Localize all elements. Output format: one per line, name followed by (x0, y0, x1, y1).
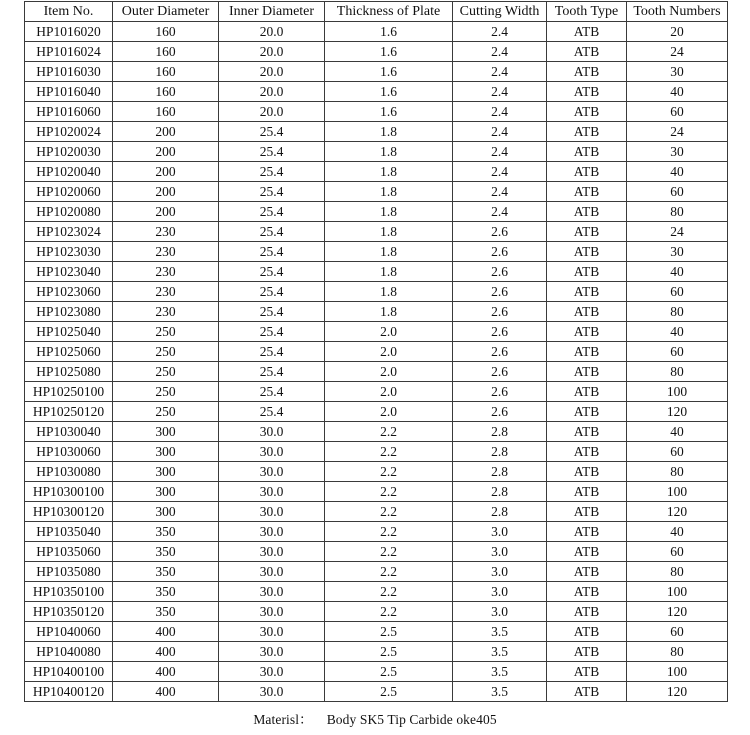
cell-thickness-of-plate: 2.2 (325, 482, 453, 502)
cell-cutting-width: 3.5 (453, 622, 547, 642)
cell-item-no: HP1023024 (25, 222, 113, 242)
cell-tooth-numbers: 100 (627, 482, 728, 502)
table-row (25, 182, 728, 202)
cell-outer-diameter: 200 (113, 162, 219, 182)
cell-thickness-of-plate: 2.0 (325, 342, 453, 362)
cell-cutting-width: 2.8 (453, 442, 547, 462)
cell-item-no: HP1016030 (25, 62, 113, 82)
cell-outer-diameter: 300 (113, 422, 219, 442)
cell-tooth-type: ATB (547, 282, 627, 302)
spec-table-container (24, 1, 727, 702)
cell-inner-diameter: 20.0 (219, 22, 325, 42)
cell-tooth-numbers: 40 (627, 422, 728, 442)
table-row (25, 682, 728, 702)
cell-outer-diameter: 400 (113, 622, 219, 642)
cell-tooth-numbers: 20 (627, 22, 728, 42)
table-row (25, 442, 728, 462)
cell-outer-diameter: 160 (113, 82, 219, 102)
cell-inner-diameter: 30.0 (219, 562, 325, 582)
cell-thickness-of-plate: 1.8 (325, 302, 453, 322)
cell-tooth-type: ATB (547, 62, 627, 82)
table-row (25, 322, 728, 342)
cell-cutting-width: 2.6 (453, 382, 547, 402)
cell-tooth-numbers: 60 (627, 182, 728, 202)
table-row (25, 522, 728, 542)
cell-inner-diameter: 20.0 (219, 102, 325, 122)
cell-tooth-numbers: 80 (627, 562, 728, 582)
cell-outer-diameter: 250 (113, 322, 219, 342)
cell-inner-diameter: 25.4 (219, 362, 325, 382)
cell-cutting-width: 3.0 (453, 542, 547, 562)
cell-cutting-width: 2.8 (453, 462, 547, 482)
cell-item-no: HP10400120 (25, 682, 113, 702)
table-row (25, 542, 728, 562)
cell-outer-diameter: 300 (113, 442, 219, 462)
cell-inner-diameter: 25.4 (219, 282, 325, 302)
cell-inner-diameter: 30.0 (219, 462, 325, 482)
cell-inner-diameter: 25.4 (219, 402, 325, 422)
cell-outer-diameter: 300 (113, 482, 219, 502)
cell-tooth-numbers: 60 (627, 282, 728, 302)
cell-tooth-type: ATB (547, 662, 627, 682)
cell-cutting-width: 2.4 (453, 22, 547, 42)
cell-outer-diameter: 400 (113, 662, 219, 682)
cell-outer-diameter: 160 (113, 62, 219, 82)
cell-inner-diameter: 25.4 (219, 142, 325, 162)
cell-tooth-type: ATB (547, 322, 627, 342)
cell-cutting-width: 2.6 (453, 302, 547, 322)
cell-cutting-width: 2.4 (453, 122, 547, 142)
cell-item-no: HP1025080 (25, 362, 113, 382)
cell-outer-diameter: 230 (113, 282, 219, 302)
cell-tooth-type: ATB (547, 622, 627, 642)
cell-tooth-numbers: 40 (627, 82, 728, 102)
cell-item-no: HP1040080 (25, 642, 113, 662)
cell-cutting-width: 2.8 (453, 482, 547, 502)
cell-tooth-numbers: 30 (627, 242, 728, 262)
cell-item-no: HP1016060 (25, 102, 113, 122)
cell-tooth-numbers: 30 (627, 142, 728, 162)
cell-tooth-numbers: 100 (627, 662, 728, 682)
cell-outer-diameter: 230 (113, 302, 219, 322)
cell-cutting-width: 2.8 (453, 422, 547, 442)
table-body (25, 22, 728, 702)
cell-cutting-width: 2.4 (453, 82, 547, 102)
cell-tooth-type: ATB (547, 442, 627, 462)
table-row (25, 502, 728, 522)
cell-tooth-numbers: 120 (627, 402, 728, 422)
cell-cutting-width: 2.4 (453, 202, 547, 222)
cell-cutting-width: 2.6 (453, 402, 547, 422)
cell-inner-diameter: 25.4 (219, 162, 325, 182)
cell-thickness-of-plate: 2.2 (325, 522, 453, 542)
cell-tooth-type: ATB (547, 542, 627, 562)
cell-tooth-type: ATB (547, 362, 627, 382)
cell-cutting-width: 3.0 (453, 562, 547, 582)
cell-thickness-of-plate: 1.6 (325, 82, 453, 102)
header-inner-diameter: Inner Diameter (219, 2, 325, 22)
cell-outer-diameter: 200 (113, 182, 219, 202)
table-row (25, 222, 728, 242)
table-row (25, 262, 728, 282)
header-item-no: Item No. (25, 2, 113, 22)
table-row (25, 242, 728, 262)
cell-item-no: HP1030080 (25, 462, 113, 482)
material-label: Materisl： (253, 712, 313, 727)
cell-cutting-width: 3.0 (453, 522, 547, 542)
cell-tooth-numbers: 60 (627, 442, 728, 462)
cell-inner-diameter: 30.0 (219, 482, 325, 502)
cell-item-no: HP1025060 (25, 342, 113, 362)
cell-tooth-numbers: 60 (627, 542, 728, 562)
cell-tooth-numbers: 80 (627, 462, 728, 482)
table-row (25, 382, 728, 402)
cell-thickness-of-plate: 2.5 (325, 662, 453, 682)
cell-tooth-type: ATB (547, 162, 627, 182)
cell-item-no: HP1035040 (25, 522, 113, 542)
cell-item-no: HP10300100 (25, 482, 113, 502)
table-row (25, 162, 728, 182)
cell-thickness-of-plate: 2.0 (325, 382, 453, 402)
cell-thickness-of-plate: 1.6 (325, 42, 453, 62)
cell-outer-diameter: 300 (113, 462, 219, 482)
cell-tooth-numbers: 60 (627, 342, 728, 362)
cell-thickness-of-plate: 2.2 (325, 542, 453, 562)
cell-tooth-numbers: 40 (627, 162, 728, 182)
cell-cutting-width: 3.0 (453, 582, 547, 602)
cell-tooth-type: ATB (547, 202, 627, 222)
table-row (25, 302, 728, 322)
cell-inner-diameter: 20.0 (219, 42, 325, 62)
cell-thickness-of-plate: 2.2 (325, 582, 453, 602)
cell-outer-diameter: 400 (113, 642, 219, 662)
cell-outer-diameter: 250 (113, 382, 219, 402)
table-row (25, 62, 728, 82)
table-row (25, 482, 728, 502)
cell-tooth-numbers: 100 (627, 582, 728, 602)
cell-cutting-width: 3.0 (453, 602, 547, 622)
cell-thickness-of-plate: 2.2 (325, 562, 453, 582)
cell-cutting-width: 2.4 (453, 142, 547, 162)
cell-tooth-type: ATB (547, 342, 627, 362)
cell-outer-diameter: 350 (113, 602, 219, 622)
cell-thickness-of-plate: 1.6 (325, 102, 453, 122)
cell-outer-diameter: 350 (113, 522, 219, 542)
cell-cutting-width: 2.4 (453, 102, 547, 122)
cell-tooth-type: ATB (547, 502, 627, 522)
cell-item-no: HP1020060 (25, 182, 113, 202)
cell-cutting-width: 2.6 (453, 342, 547, 362)
table-row (25, 462, 728, 482)
cell-tooth-numbers: 120 (627, 682, 728, 702)
table-row (25, 662, 728, 682)
cell-inner-diameter: 25.4 (219, 382, 325, 402)
cell-inner-diameter: 25.4 (219, 202, 325, 222)
cell-item-no: HP10350100 (25, 582, 113, 602)
cell-thickness-of-plate: 2.5 (325, 622, 453, 642)
table-row (25, 602, 728, 622)
cell-thickness-of-plate: 1.8 (325, 182, 453, 202)
table-row (25, 142, 728, 162)
cell-thickness-of-plate: 2.0 (325, 402, 453, 422)
table-row (25, 402, 728, 422)
cell-inner-diameter: 30.0 (219, 582, 325, 602)
cell-outer-diameter: 400 (113, 682, 219, 702)
cell-item-no: HP1020040 (25, 162, 113, 182)
table-row (25, 422, 728, 442)
cell-thickness-of-plate: 1.8 (325, 262, 453, 282)
cell-tooth-type: ATB (547, 122, 627, 142)
cell-item-no: HP1030040 (25, 422, 113, 442)
cell-item-no: HP1020030 (25, 142, 113, 162)
cell-tooth-numbers: 24 (627, 42, 728, 62)
cell-outer-diameter: 350 (113, 542, 219, 562)
cell-tooth-type: ATB (547, 682, 627, 702)
table-row (25, 582, 728, 602)
cell-item-no: HP1035060 (25, 542, 113, 562)
cell-item-no: HP1023060 (25, 282, 113, 302)
cell-tooth-numbers: 80 (627, 642, 728, 662)
table-row (25, 562, 728, 582)
cell-tooth-numbers: 40 (627, 322, 728, 342)
cell-thickness-of-plate: 1.6 (325, 22, 453, 42)
cell-outer-diameter: 230 (113, 222, 219, 242)
cell-outer-diameter: 160 (113, 42, 219, 62)
cell-cutting-width: 2.6 (453, 242, 547, 262)
cell-item-no: HP1023030 (25, 242, 113, 262)
cell-tooth-type: ATB (547, 422, 627, 442)
cell-cutting-width: 3.5 (453, 682, 547, 702)
cell-tooth-type: ATB (547, 642, 627, 662)
cell-inner-diameter: 25.4 (219, 342, 325, 362)
cell-cutting-width: 2.6 (453, 322, 547, 342)
table-row (25, 622, 728, 642)
cell-inner-diameter: 30.0 (219, 442, 325, 462)
header-outer-diameter: Outer Diameter (113, 2, 219, 22)
cell-item-no: HP1023080 (25, 302, 113, 322)
cell-outer-diameter: 160 (113, 102, 219, 122)
cell-tooth-numbers: 24 (627, 122, 728, 142)
cell-inner-diameter: 20.0 (219, 82, 325, 102)
cell-inner-diameter: 25.4 (219, 222, 325, 242)
cell-inner-diameter: 25.4 (219, 302, 325, 322)
material-note (0, 708, 750, 728)
cell-outer-diameter: 200 (113, 202, 219, 222)
cell-item-no: HP1023040 (25, 262, 113, 282)
cell-outer-diameter: 200 (113, 142, 219, 162)
cell-tooth-type: ATB (547, 22, 627, 42)
cell-cutting-width: 2.4 (453, 162, 547, 182)
cell-tooth-numbers: 40 (627, 262, 728, 282)
cell-thickness-of-plate: 2.2 (325, 602, 453, 622)
cell-outer-diameter: 350 (113, 562, 219, 582)
cell-tooth-numbers: 60 (627, 102, 728, 122)
cell-tooth-type: ATB (547, 462, 627, 482)
cell-thickness-of-plate: 1.8 (325, 122, 453, 142)
cell-tooth-type: ATB (547, 222, 627, 242)
cell-tooth-type: ATB (547, 582, 627, 602)
cell-tooth-numbers: 60 (627, 622, 728, 642)
cell-inner-diameter: 25.4 (219, 242, 325, 262)
cell-inner-diameter: 30.0 (219, 642, 325, 662)
cell-cutting-width: 2.4 (453, 182, 547, 202)
cell-tooth-numbers: 30 (627, 62, 728, 82)
cell-tooth-type: ATB (547, 302, 627, 322)
cell-outer-diameter: 350 (113, 582, 219, 602)
cell-tooth-type: ATB (547, 602, 627, 622)
cell-thickness-of-plate: 1.8 (325, 282, 453, 302)
cell-tooth-numbers: 24 (627, 222, 728, 242)
cell-inner-diameter: 20.0 (219, 62, 325, 82)
cell-item-no: HP1016024 (25, 42, 113, 62)
cell-item-no: HP1020024 (25, 122, 113, 142)
cell-thickness-of-plate: 2.5 (325, 682, 453, 702)
cell-thickness-of-plate: 2.2 (325, 462, 453, 482)
cell-tooth-type: ATB (547, 102, 627, 122)
cell-tooth-type: ATB (547, 182, 627, 202)
cell-thickness-of-plate: 2.2 (325, 422, 453, 442)
cell-thickness-of-plate: 1.8 (325, 242, 453, 262)
table-row (25, 362, 728, 382)
cell-tooth-numbers: 120 (627, 502, 728, 522)
cell-tooth-type: ATB (547, 382, 627, 402)
table-row (25, 342, 728, 362)
table-row (25, 82, 728, 102)
cell-tooth-type: ATB (547, 242, 627, 262)
table-row (25, 22, 728, 42)
cell-item-no: HP10350120 (25, 602, 113, 622)
cell-tooth-numbers: 80 (627, 202, 728, 222)
table-row (25, 202, 728, 222)
cell-thickness-of-plate: 1.6 (325, 62, 453, 82)
cell-tooth-numbers: 120 (627, 602, 728, 622)
cell-thickness-of-plate: 2.2 (325, 502, 453, 522)
cell-inner-diameter: 30.0 (219, 502, 325, 522)
cell-item-no: HP1016040 (25, 82, 113, 102)
material-text: Body SK5 Tip Carbide oke405 (326, 712, 497, 727)
cell-inner-diameter: 25.4 (219, 322, 325, 342)
cell-item-no: HP1030060 (25, 442, 113, 462)
cell-tooth-type: ATB (547, 562, 627, 582)
cell-thickness-of-plate: 2.5 (325, 642, 453, 662)
cell-item-no: HP1016020 (25, 22, 113, 42)
cell-item-no: HP10250100 (25, 382, 113, 402)
cell-outer-diameter: 230 (113, 262, 219, 282)
cell-outer-diameter: 250 (113, 402, 219, 422)
table-row (25, 42, 728, 62)
cell-thickness-of-plate: 1.8 (325, 162, 453, 182)
table-row (25, 102, 728, 122)
header-tooth-numbers: Tooth Numbers (627, 2, 728, 22)
cell-tooth-type: ATB (547, 522, 627, 542)
cell-cutting-width: 2.6 (453, 282, 547, 302)
header-cutting-width: Cutting Width (453, 2, 547, 22)
cell-outer-diameter: 200 (113, 122, 219, 142)
cell-cutting-width: 2.6 (453, 262, 547, 282)
cell-tooth-numbers: 80 (627, 362, 728, 382)
cell-thickness-of-plate: 1.8 (325, 142, 453, 162)
cell-tooth-numbers: 100 (627, 382, 728, 402)
cell-tooth-type: ATB (547, 482, 627, 502)
header-thickness-of-plate: Thickness of Plate (325, 2, 453, 22)
cell-thickness-of-plate: 1.8 (325, 202, 453, 222)
cell-cutting-width: 2.6 (453, 222, 547, 242)
cell-tooth-type: ATB (547, 42, 627, 62)
cell-cutting-width: 2.4 (453, 42, 547, 62)
cell-inner-diameter: 25.4 (219, 122, 325, 142)
table-row (25, 122, 728, 142)
saw-blade-spec-table (24, 1, 728, 702)
cell-tooth-type: ATB (547, 402, 627, 422)
cell-cutting-width: 2.8 (453, 502, 547, 522)
header-tooth-type: Tooth Type (547, 2, 627, 22)
cell-outer-diameter: 160 (113, 22, 219, 42)
cell-cutting-width: 3.5 (453, 662, 547, 682)
cell-tooth-numbers: 80 (627, 302, 728, 322)
table-header-row (25, 2, 728, 22)
cell-item-no: HP1025040 (25, 322, 113, 342)
table-row (25, 282, 728, 302)
cell-inner-diameter: 25.4 (219, 262, 325, 282)
cell-outer-diameter: 230 (113, 242, 219, 262)
cell-cutting-width: 3.5 (453, 642, 547, 662)
cell-inner-diameter: 30.0 (219, 542, 325, 562)
cell-cutting-width: 2.6 (453, 362, 547, 382)
cell-item-no: HP10250120 (25, 402, 113, 422)
cell-thickness-of-plate: 2.0 (325, 322, 453, 342)
cell-tooth-type: ATB (547, 142, 627, 162)
cell-inner-diameter: 30.0 (219, 682, 325, 702)
cell-cutting-width: 2.4 (453, 62, 547, 82)
cell-outer-diameter: 250 (113, 342, 219, 362)
cell-inner-diameter: 30.0 (219, 622, 325, 642)
cell-thickness-of-plate: 2.2 (325, 442, 453, 462)
cell-item-no: HP1020080 (25, 202, 113, 222)
cell-tooth-numbers: 40 (627, 522, 728, 542)
cell-inner-diameter: 30.0 (219, 662, 325, 682)
cell-item-no: HP1035080 (25, 562, 113, 582)
cell-tooth-type: ATB (547, 82, 627, 102)
cell-inner-diameter: 30.0 (219, 522, 325, 542)
cell-item-no: HP10400100 (25, 662, 113, 682)
cell-item-no: HP10300120 (25, 502, 113, 522)
table-row (25, 642, 728, 662)
cell-inner-diameter: 25.4 (219, 182, 325, 202)
cell-outer-diameter: 250 (113, 362, 219, 382)
cell-thickness-of-plate: 2.0 (325, 362, 453, 382)
cell-outer-diameter: 300 (113, 502, 219, 522)
cell-thickness-of-plate: 1.8 (325, 222, 453, 242)
cell-tooth-type: ATB (547, 262, 627, 282)
cell-inner-diameter: 30.0 (219, 422, 325, 442)
cell-item-no: HP1040060 (25, 622, 113, 642)
cell-inner-diameter: 30.0 (219, 602, 325, 622)
